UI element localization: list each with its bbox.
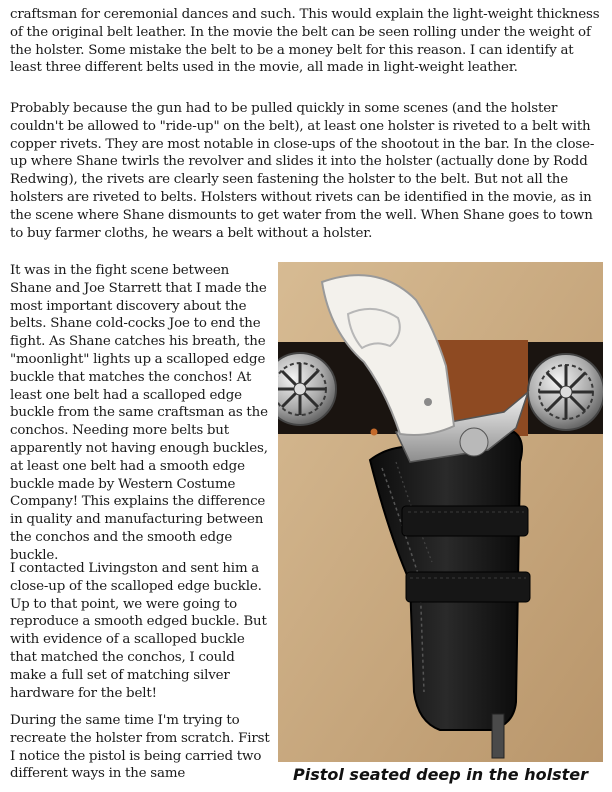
holster-strap-lower bbox=[406, 572, 530, 602]
pistol-barrel-tip bbox=[492, 714, 504, 758]
paragraph-copper-rivets: Probably because the gun had to be pulled quickly in some scenes (and the holster couldn't be allowed to "ride-up" on the belt), at least one holster is riveted to a belt with copper rivets. They are most notable in close-ups of the shootout in the bar. In the close-up where Shane twirls the revolver and slides it into the holster (actually done by Rodd Redwing), the rivets are clearly seen fastening the holster to the belt. But not all the holsters are riveted to belts. Holsters without rivets can be identified in the movie, as in the scene where Shane dismounts to get water from the well. When Shane goes to town to buy farmer cloths, he wears a belt without a holster. bbox=[10, 101, 595, 241]
paragraph-fight-scene: It was in the fight scene between Shane and Joe Starrett that I made the most important discovery about the belts. Shane cold-cocks Joe to end the fight. As Shane catches his breath, the "moonlight" lights up a scalloped edge buckle that matches the conchos! At least one belt had a scalloped edge buckle from the same craftsman as the conchos. Needing more belts but apparently not having enough buckles, at least one belt had a smooth edge buckle made by Western Costume Company! This explains the difference in quality and manufacturing between the conchos and the smooth edge buckle. bbox=[10, 263, 268, 563]
holster-photo bbox=[278, 262, 603, 762]
paragraph-livingston: I contacted Livingston and sent him a close-up of the scalloped edge buckle. Up to that point, we were going to reproduce a smooth edged buckle. But with evidence of a scalloped buckle that matched the conchos, I could make a full set of matching silver hardware for the belt! bbox=[10, 561, 267, 701]
concho-right bbox=[528, 354, 603, 430]
paragraph-holster-recreation: During the same time I'm trying to recreate the holster from scratch. First I notice the pistol is being carried two different ways in the same bbox=[10, 713, 270, 782]
paragraph-belt-leather: craftsman for ceremonial dances and such. This would explain the light-weight thickness of the original belt leather. In the movie the belt can be seen rolling under the weight of the holster. Some mistake the belt to be a money belt for this reason. I can identify at least three different belts used in the movie, all made in light-weight leather. bbox=[10, 7, 600, 76]
holster-photo-illustration bbox=[278, 262, 603, 762]
photo-caption: Pistol seated deep in the holster bbox=[293, 765, 588, 784]
copper-rivet bbox=[371, 429, 378, 436]
holster-strap-upper bbox=[402, 506, 528, 536]
